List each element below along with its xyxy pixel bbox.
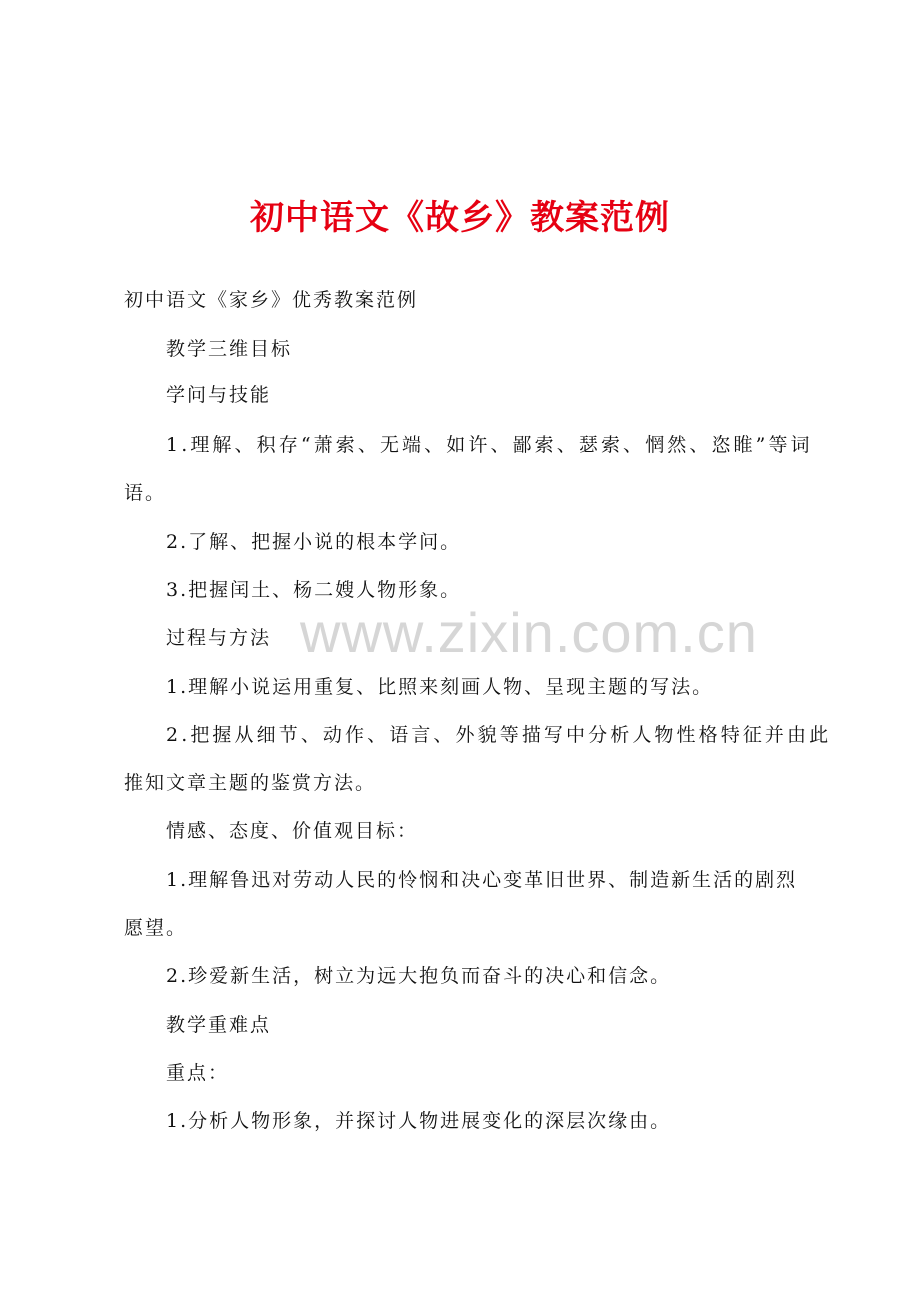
paragraph-line: 1.理解鲁迅对劳动人民的怜悯和决心变革旧世界、制造新生活的剧烈 bbox=[166, 869, 798, 891]
paragraph-line: 3.把握闰土、杨二嫂人物形象。 bbox=[166, 579, 462, 601]
section-heading: 教学三维目标 bbox=[166, 338, 293, 360]
paragraph-line: 2.珍爱新生活，树立为远大抱负而奋斗的决心和信念。 bbox=[166, 965, 672, 987]
paragraph-line: 1.分析人物形象，并探讨人物进展变化的深层次缘由。 bbox=[166, 1110, 672, 1132]
paragraph-line: 2.了解、把握小说的根本学问。 bbox=[166, 531, 462, 553]
subsection-heading: 重点： bbox=[166, 1062, 230, 1084]
paragraph-line: 2.把握从细节、动作、语言、外貌等描写中分析人物性格特征并由此 bbox=[166, 724, 832, 746]
paragraph-line: 1.理解、积存“萧索、无端、如许、鄙索、瑟索、惘然、恣睢”等词 bbox=[166, 434, 813, 456]
watermark-text: www.zixin.com.cn bbox=[300, 601, 758, 664]
subsection-heading: 过程与方法 bbox=[166, 627, 272, 649]
document-title: 初中语文《故乡》教案范例 bbox=[250, 198, 670, 238]
paragraph-line: 愿望。 bbox=[124, 917, 188, 939]
paragraph-line: 语。 bbox=[124, 482, 167, 504]
paragraph-line: 1.理解小说运用重复、比照来刻画人物、呈现主题的写法。 bbox=[166, 676, 714, 698]
subsection-heading: 情感、态度、价值观目标： bbox=[166, 820, 419, 842]
paragraph-line: 推知文章主题的鉴赏方法。 bbox=[124, 772, 377, 794]
subtitle-line: 初中语文《家乡》优秀教案范例 bbox=[124, 289, 419, 311]
subsection-heading: 学问与技能 bbox=[166, 384, 272, 406]
section-heading: 教学重难点 bbox=[166, 1014, 272, 1036]
